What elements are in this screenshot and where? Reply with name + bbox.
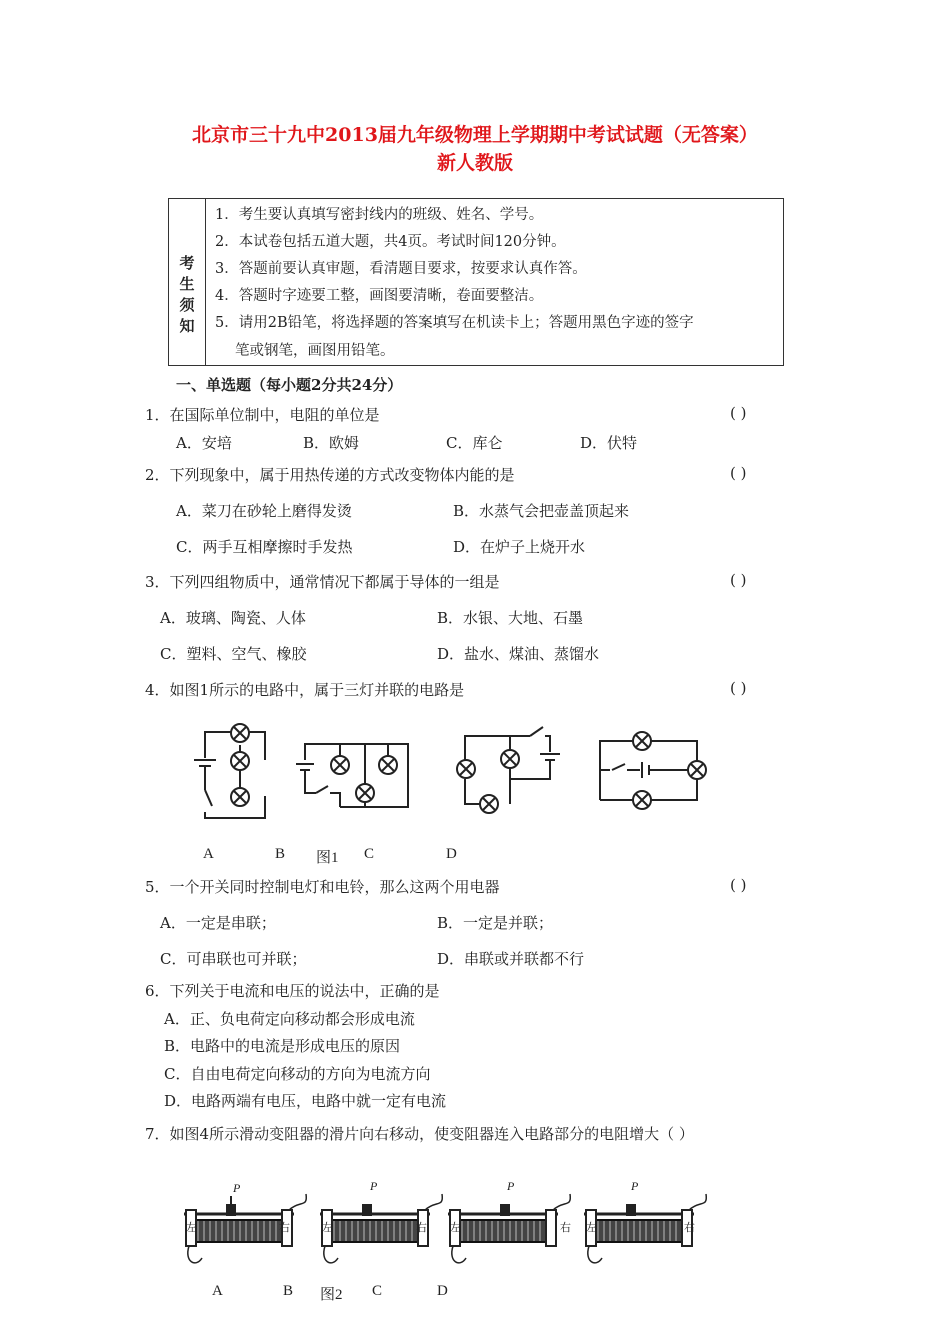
slider-p-label: P <box>370 1179 378 1193</box>
answer-paren: ( ) <box>730 571 747 589</box>
document-title-line1: 北京市三十九中2013届九年级物理上学期期中考试试题（无答案） <box>192 124 758 146</box>
section-heading: 一、单选题（每小题2分共24分） <box>176 376 403 394</box>
left-label: 左 <box>322 1221 333 1234</box>
question-stem: 6．下列关于电流和电压的说法中，正确的是 <box>145 982 440 1000</box>
notice-line: 2．本试卷包括五道大题，共4页。考试时间120分钟。 <box>215 234 566 250</box>
notice-line: 1．考生要认真填写密封线内的班级、姓名、学号。 <box>215 207 544 223</box>
option: D．盐水、煤油、蒸馏水 <box>437 645 600 663</box>
option: A．正、负电荷定向移动都会形成电流 <box>164 1010 415 1028</box>
option: C．库仑 <box>446 434 503 452</box>
slider-p-label: P <box>507 1179 515 1193</box>
right-label: 右 <box>416 1221 427 1234</box>
document-title-line2: 新人教版 <box>436 152 513 174</box>
slider-p-label: P <box>631 1179 639 1193</box>
option: C．塑料、空气、橡胶 <box>160 645 307 663</box>
right-label: 右 <box>560 1221 571 1234</box>
figure-label: B <box>283 1283 294 1299</box>
left-label: 左 <box>450 1221 461 1234</box>
option: A．一定是串联； <box>160 914 276 932</box>
answer-paren: ( ) <box>730 876 747 894</box>
figure-caption: 图2 <box>320 1287 343 1303</box>
notice-line: 笔或钢笔，画图用铅笔。 <box>235 343 395 359</box>
notice-line: 5．请用2B铅笔，将选择题的答案填写在机读卡上；答题用黑色字迹的签字 <box>215 315 694 331</box>
left-label: 左 <box>586 1221 597 1234</box>
option: D．串联或并联都不行 <box>437 950 585 968</box>
option: A．菜刀在砂轮上磨得发烫 <box>176 502 352 520</box>
option: C．自由电荷定向移动的方向为电流方向 <box>164 1065 431 1083</box>
option: B．电路中的电流是形成电压的原因 <box>164 1037 401 1055</box>
figure-label: D <box>437 1283 448 1299</box>
option: A．玻璃、陶瓷、人体 <box>160 609 306 627</box>
question-stem: 3．下列四组物质中，通常情况下都属于导体的一组是 <box>145 573 500 591</box>
question-stem: 7．如图4所示滑动变阻器的滑片向右移动，使变阻器连入电路部分的电阻增大（ ） <box>145 1125 694 1143</box>
figure-label: A <box>212 1283 223 1299</box>
option: B．欧姆 <box>303 434 360 452</box>
figure-label: A <box>203 846 214 862</box>
right-label: 右 <box>684 1221 695 1234</box>
option: B．水蒸气会把壶盖顶起来 <box>453 502 630 520</box>
option: D．在炉子上烧开水 <box>453 538 586 556</box>
rheostat-c <box>448 1194 570 1263</box>
figure-label: D <box>446 846 457 862</box>
option: B．一定是并联； <box>437 914 554 932</box>
notice-line: 3．答题前要认真审题，看清题目要求，按要求认真作答。 <box>215 261 587 277</box>
option: C．两手互相摩擦时手发热 <box>176 538 353 556</box>
option: C．可串联也可并联； <box>160 950 307 968</box>
question-stem: 1．在国际单位制中，电阻的单位是 <box>145 406 380 424</box>
question-stem: 4．如图1所示的电路中，属于三灯并联的电路是 <box>145 681 465 699</box>
right-label: 右 <box>279 1221 290 1234</box>
notice-label: 考 生 须 知 <box>179 254 195 335</box>
figure-label: C <box>372 1283 383 1299</box>
left-label: 左 <box>186 1221 197 1234</box>
option: A．安培 <box>176 434 232 452</box>
option: B．水银、大地、石墨 <box>437 609 584 627</box>
answer-paren: ( ) <box>730 679 747 697</box>
slider-p-label: P <box>233 1181 241 1195</box>
answer-paren: ( ) <box>730 464 747 482</box>
option: D．伏特 <box>580 434 638 452</box>
option: D．电路两端有电压，电路中就一定有电流 <box>164 1092 447 1110</box>
question-stem: 5．一个开关同时控制电灯和电铃，那么这两个用电器 <box>145 878 500 896</box>
figure-label: C <box>364 846 375 862</box>
figure-caption: 图1 <box>316 850 339 866</box>
notice-line: 4．答题时字迹要工整，画图要清晰，卷面要整洁。 <box>215 288 544 304</box>
answer-paren: ( ) <box>730 404 747 422</box>
figure-label: B <box>275 846 286 862</box>
question-stem: 2．下列现象中，属于用热传递的方式改变物体内能的是 <box>145 466 515 484</box>
